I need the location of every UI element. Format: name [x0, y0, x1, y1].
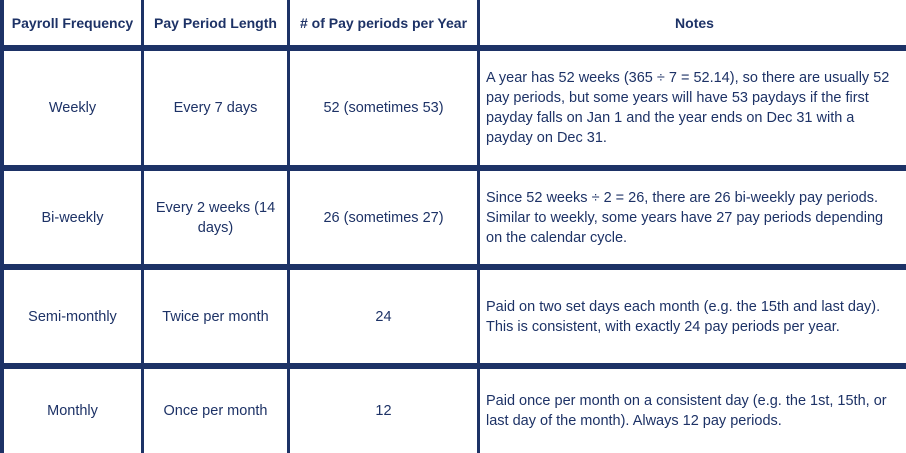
cell-notes-weekly: A year has 52 weeks (365 ÷ 7 = 52.14), so there are usually 52 pay periods, but some years will have 53 paydays if the first payday falls on Jan 1 and the year ends on Dec 31 with a payday on Dec 31.: [480, 51, 906, 165]
cell-frequency-semi-monthly: Semi-monthly: [4, 270, 141, 363]
cell-periods-weekly: 52 (sometimes 53): [290, 51, 477, 165]
cell-periods-semi-monthly: 24: [290, 270, 477, 363]
cell-notes-monthly: Paid once per month on a consistent day (e.g. the 1st, 15th, or last day of the month). Always 12 pay periods.: [480, 369, 906, 453]
cell-length-monthly: Once per month: [144, 369, 287, 453]
cell-frequency-monthly: Monthly: [4, 369, 141, 453]
cell-frequency-weekly: Weekly: [4, 51, 141, 165]
cell-periods-monthly: 12: [290, 369, 477, 453]
header-notes: Notes: [480, 0, 906, 45]
cell-notes-semi-monthly: Paid on two set days each month (e.g. the 15th and last day). This is consistent, with exactly 24 pay periods per year.: [480, 270, 906, 363]
header-pay-period-length: Pay Period Length: [144, 0, 287, 45]
cell-periods-bi-weekly: 26 (sometimes 27): [290, 171, 477, 264]
cell-length-semi-monthly: Twice per month: [144, 270, 287, 363]
cell-frequency-bi-weekly: Bi-weekly: [4, 171, 141, 264]
cell-length-bi-weekly: Every 2 weeks (14 days): [144, 171, 287, 264]
cell-notes-bi-weekly: Since 52 weeks ÷ 2 = 26, there are 26 bi-weekly pay periods. Similar to weekly, some years have 27 pay periods depending on the calendar cycle.: [480, 171, 906, 264]
header-pay-periods-per-year: # of Pay periods per Year: [290, 0, 477, 45]
cell-length-weekly: Every 7 days: [144, 51, 287, 165]
header-payroll-frequency: Payroll Frequency: [4, 0, 141, 45]
